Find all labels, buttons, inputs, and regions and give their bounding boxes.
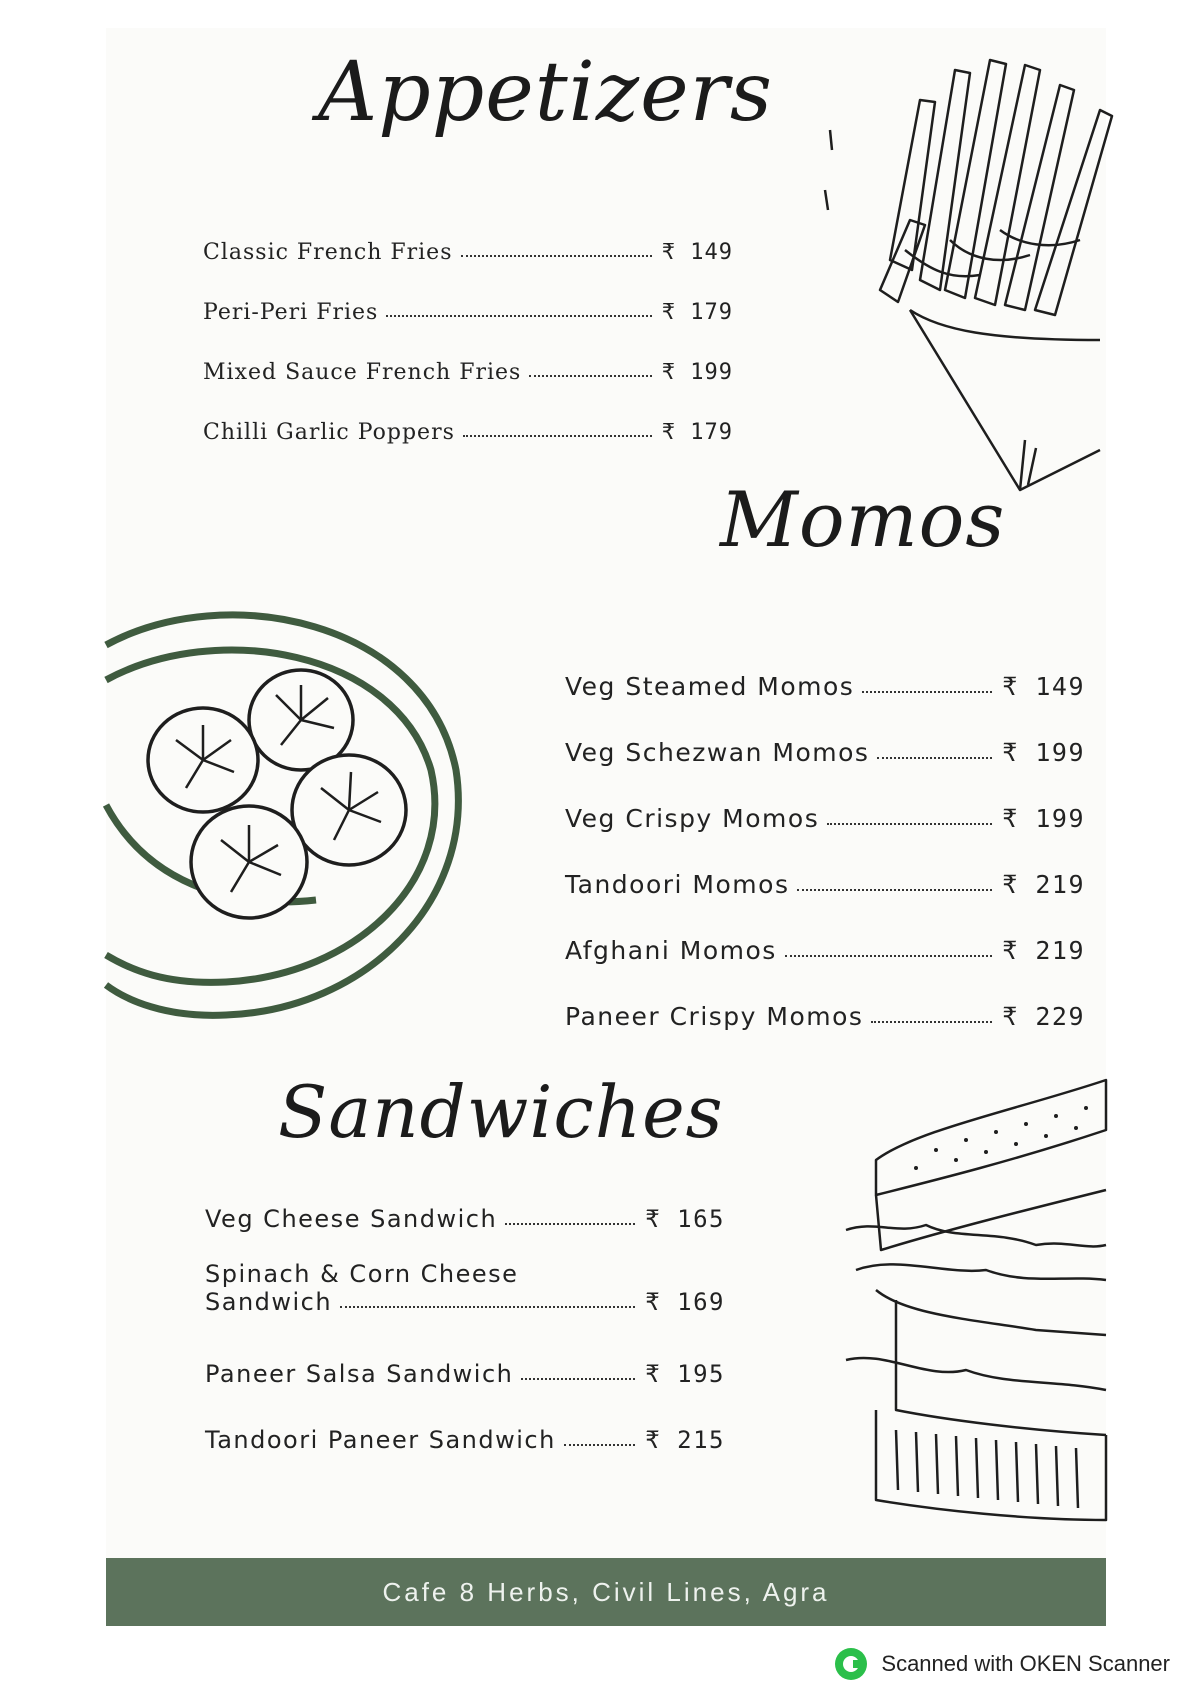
item-price: ₹ 219 (1002, 936, 1085, 965)
leader-dots (827, 823, 992, 825)
item-name: Veg Steamed Momos (565, 672, 855, 701)
item-name: Afghani Momos (565, 936, 777, 965)
leader-dots (461, 255, 652, 257)
leader-dots (463, 435, 652, 437)
leader-dots (340, 1306, 635, 1308)
menu-item-sandwich (205, 1426, 725, 1454)
item-price: ₹ 215 (645, 1426, 725, 1454)
item-price: ₹ 199 (1002, 738, 1085, 767)
leader-dots (785, 955, 992, 957)
item-name: Peri-Peri Fries (203, 300, 379, 325)
leader-dots (529, 375, 651, 377)
menu-item-momo (565, 936, 1085, 965)
section-title-momos: Momos (720, 475, 1006, 564)
leader-dots (797, 889, 992, 891)
menu-item-momo (565, 672, 1085, 701)
leader-dots (505, 1223, 635, 1225)
item-price: ₹ 195 (645, 1360, 725, 1388)
item-price: ₹ 179 (661, 300, 733, 325)
leader-dots (386, 315, 651, 317)
scanner-watermark (833, 1646, 1170, 1682)
leader-dots (871, 1021, 992, 1023)
menu-item-appetizer (203, 420, 733, 445)
section-title-appetizers: Appetizers (318, 45, 773, 140)
menu-item-sandwich (205, 1260, 725, 1316)
footer-address-bar (106, 1558, 1106, 1626)
item-name: Veg Schezwan Momos (565, 738, 870, 767)
item-price: ₹ 229 (1002, 1002, 1085, 1031)
menu-item-momo (565, 1002, 1085, 1031)
item-price: ₹ 149 (1002, 672, 1085, 701)
item-price: ₹ 149 (661, 240, 733, 265)
item-name: Classic French Fries (203, 240, 453, 265)
section-title-sandwiches: Sandwiches (278, 1070, 724, 1154)
item-price: ₹ 169 (645, 1288, 725, 1316)
menu-item-appetizer (203, 360, 733, 385)
leader-dots (521, 1378, 635, 1380)
item-name-line1: Spinach & Corn Cheese (205, 1260, 519, 1288)
momo-steamer-basket-illustration (106, 600, 466, 1020)
item-name: Veg Cheese Sandwich (205, 1205, 498, 1233)
menu-item-momo (565, 870, 1085, 899)
item-name: Paneer Salsa Sandwich (205, 1360, 514, 1388)
menu-item-appetizer (203, 240, 733, 265)
french-fries-illustration (850, 40, 1110, 480)
item-name-line2: Sandwich (205, 1288, 333, 1316)
menu-item-momo (565, 738, 1085, 767)
menu-item-sandwich (205, 1205, 725, 1233)
item-name: Mixed Sauce French Fries (203, 360, 522, 385)
leader-dots (862, 691, 992, 693)
item-name: Chilli Garlic Poppers (203, 420, 455, 445)
item-price: ₹ 165 (645, 1205, 725, 1233)
footer-address: Cafe 8 Herbs, Civil Lines, Agra (382, 1576, 830, 1607)
oken-scanner-logo-icon (833, 1646, 869, 1682)
item-name: Veg Crispy Momos (565, 804, 820, 833)
item-name: Tandoori Momos (565, 870, 790, 899)
item-price: ₹ 219 (1002, 870, 1085, 899)
menu-item-momo (565, 804, 1085, 833)
leader-dots (877, 757, 992, 759)
sandwich-illustration (836, 1080, 1106, 1520)
menu-item-sandwich (205, 1360, 725, 1388)
scanner-watermark-text: Scanned with OKEN Scanner (881, 1651, 1170, 1676)
menu-item-appetizer (203, 300, 733, 325)
item-name: Tandoori Paneer Sandwich (205, 1426, 556, 1454)
item-name: Paneer Crispy Momos (565, 1002, 864, 1031)
leader-dots (564, 1444, 635, 1446)
item-price: ₹ 199 (661, 360, 733, 385)
item-price: ₹ 199 (1002, 804, 1085, 833)
item-price: ₹ 179 (661, 420, 733, 445)
